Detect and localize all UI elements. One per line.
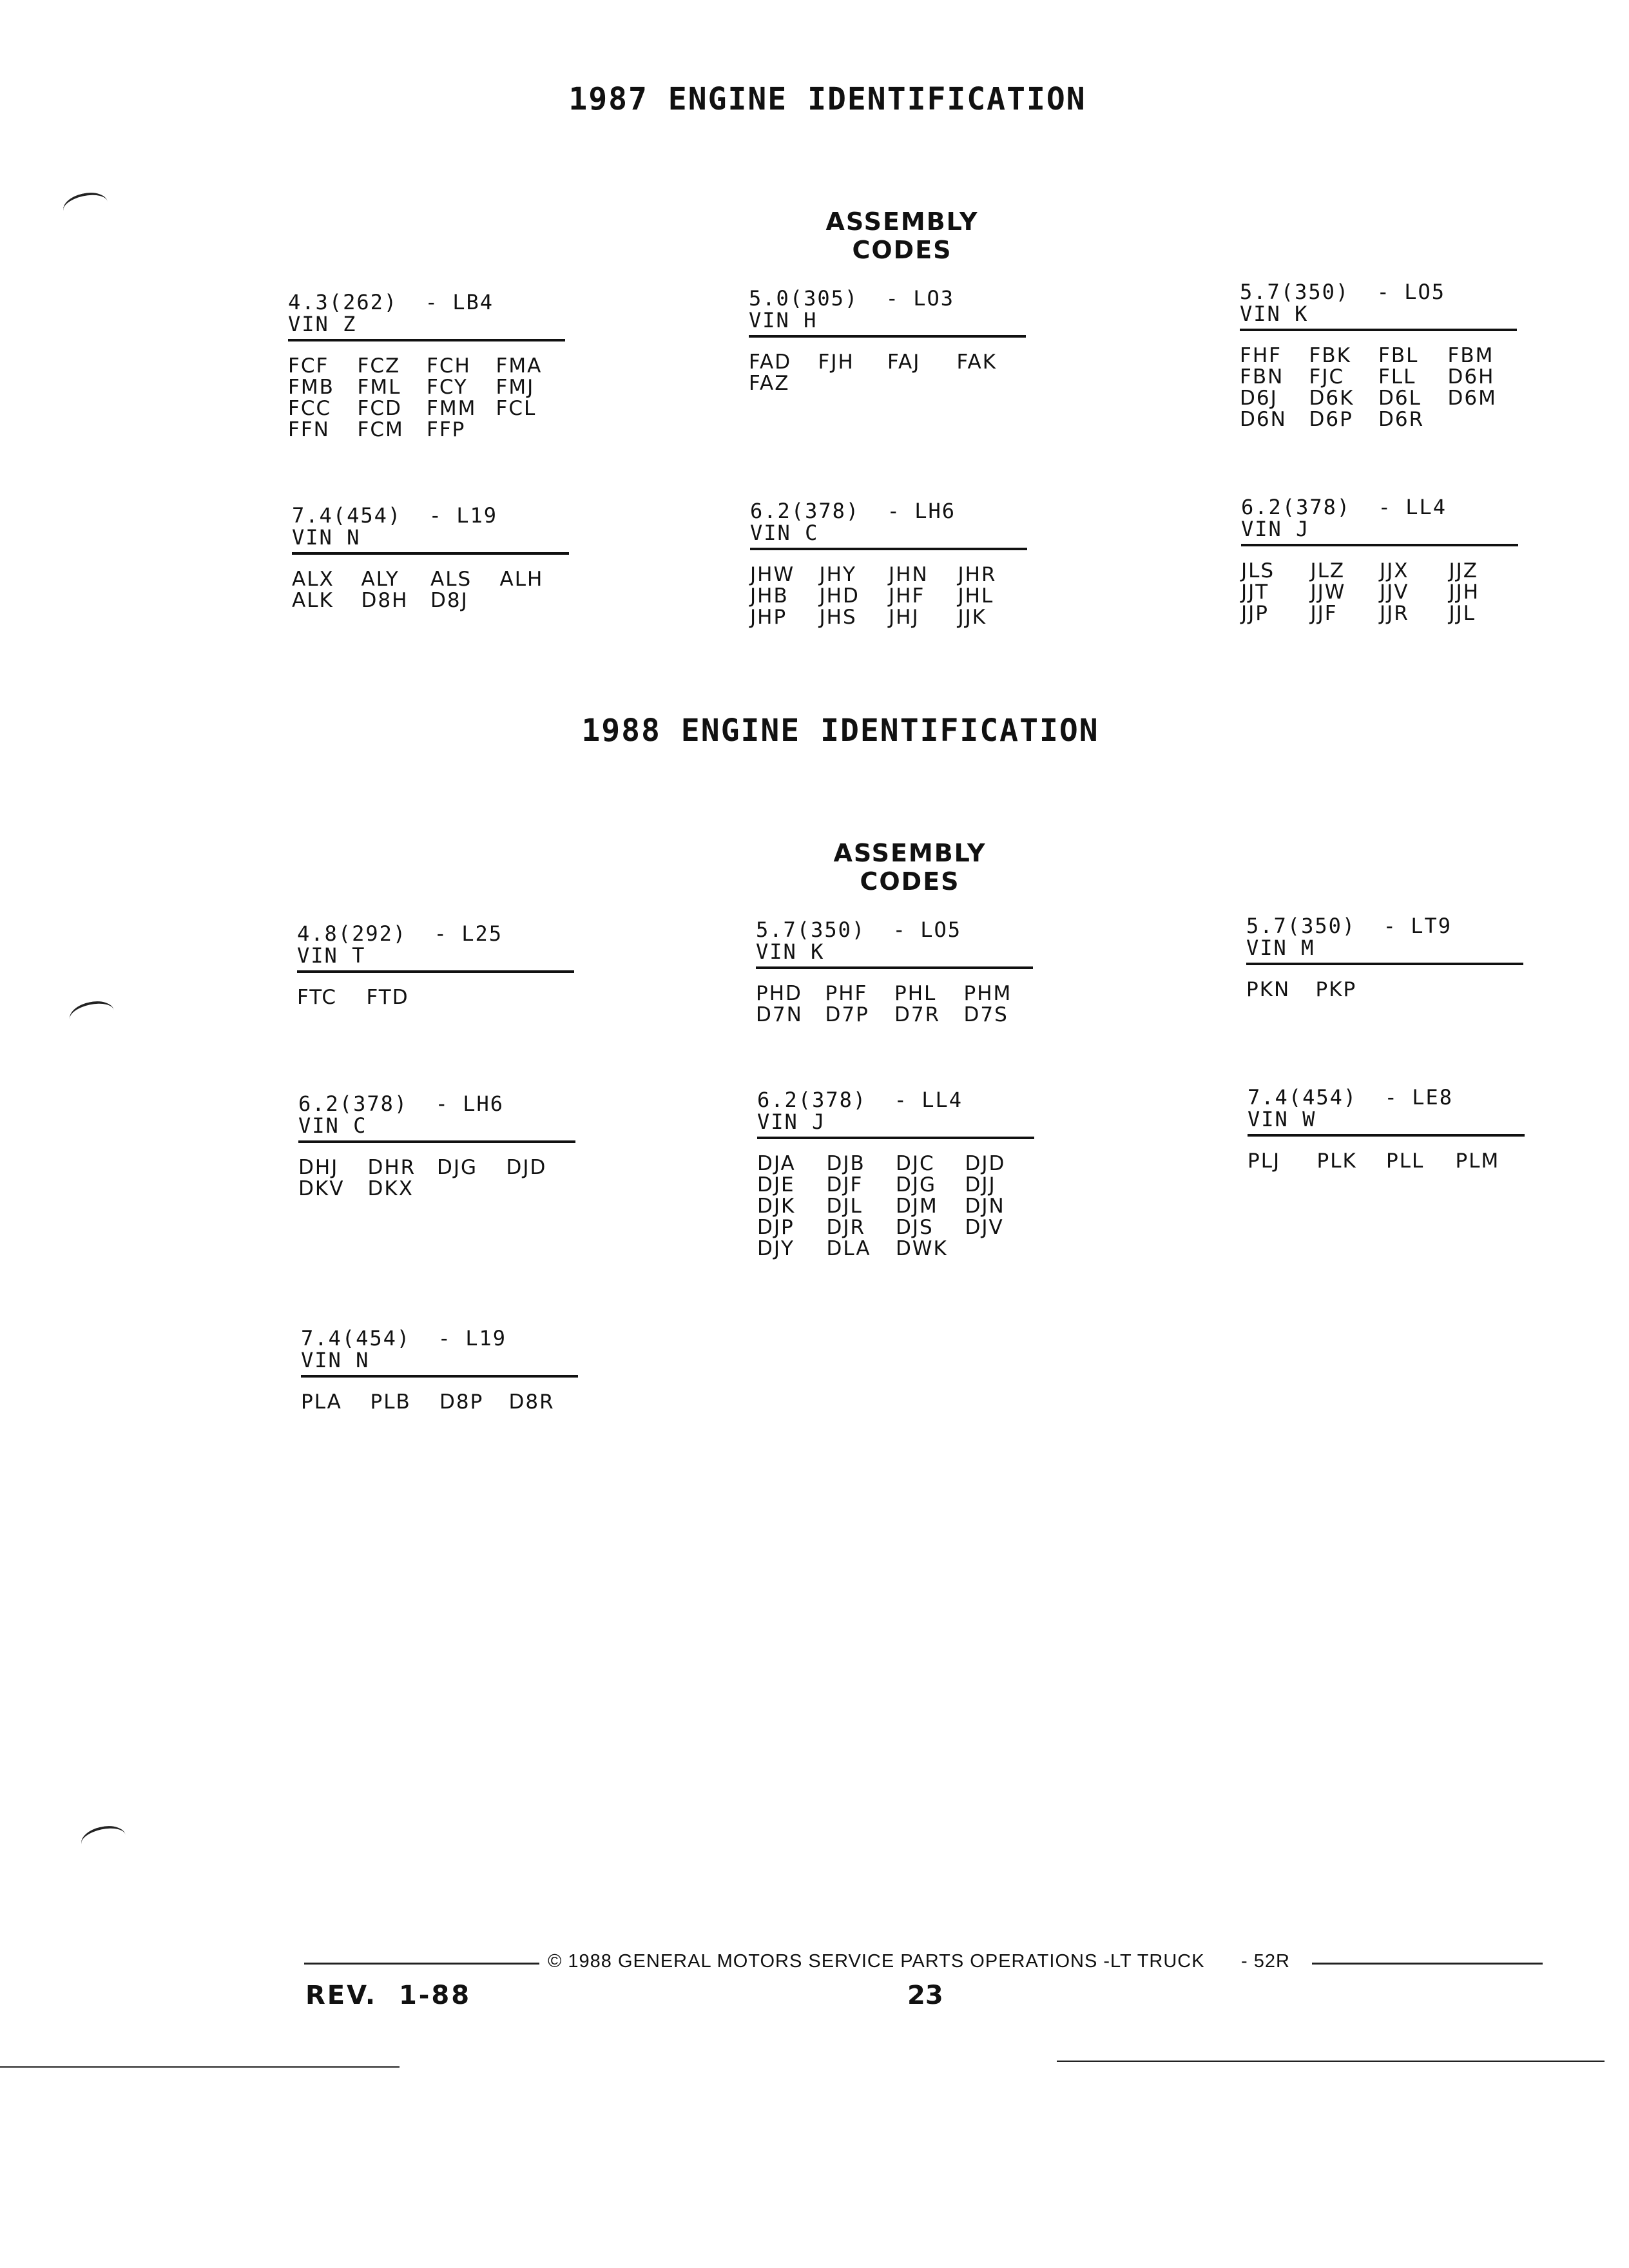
section-1988-subtitle: ASSEMBLY CODES (833, 839, 987, 896)
assembly-code: FBM (1447, 344, 1494, 367)
code-list (292, 569, 569, 611)
assembly-code: D6P (1309, 408, 1353, 431)
assembly-code: DHR (367, 1156, 416, 1179)
assembly-code: JJW (1310, 581, 1346, 604)
assembly-code: DHJ (298, 1156, 339, 1179)
assembly-code: DJY (757, 1237, 795, 1260)
assembly-code: JJH (1449, 581, 1480, 604)
assembly-code: PHD (756, 982, 802, 1005)
engine-block-1988-4 (757, 1089, 1034, 1260)
assembly-code: FBL (1378, 344, 1419, 367)
assembly-code: FTD (366, 986, 409, 1009)
assembly-code: JJT (1241, 581, 1269, 604)
assembly-code: FCY (427, 376, 468, 399)
assembly-code: D6L (1378, 387, 1422, 410)
engine-spec: 4.3(262) - LB4 (288, 290, 494, 314)
assembly-code: JHS (819, 606, 857, 629)
engine-vin: VIN Z (288, 312, 357, 336)
engine-vin: VIN N (301, 1348, 370, 1372)
footer-rule-right (1312, 1963, 1543, 1965)
assembly-code: JJL (1449, 602, 1476, 625)
assembly-code: JJZ (1449, 559, 1479, 582)
assembly-code: JHD (819, 584, 860, 608)
assembly-code: FBN (1240, 365, 1284, 389)
engine-vin: VIN K (1240, 302, 1309, 326)
engine-vin: VIN M (1246, 936, 1315, 960)
code-list (749, 352, 1026, 394)
assembly-code: DJC (896, 1152, 935, 1175)
assembly-code: D6R (1378, 408, 1425, 431)
assembly-code: PLM (1455, 1149, 1500, 1173)
assembly-code: JJK (958, 606, 987, 629)
section-1987-subtitle: ASSEMBLY CODES (825, 207, 979, 264)
footer-code: - 52R (1241, 1951, 1290, 1972)
assembly-code: D6H (1447, 365, 1495, 389)
engine-spec: 7.4(454) - LE8 (1248, 1085, 1453, 1110)
assembly-code: JHB (750, 584, 789, 608)
engine-spec: 5.7(350) - LT9 (1246, 914, 1452, 938)
assembly-code: PLK (1316, 1149, 1357, 1173)
divider (757, 1137, 1034, 1139)
assembly-code: ALS (430, 568, 472, 591)
engine-vin: VIN C (750, 521, 819, 545)
engine-vin: VIN W (1248, 1107, 1316, 1131)
assembly-code: ALK (292, 589, 334, 612)
footer-rule-left (304, 1963, 539, 1965)
assembly-code: D7N (756, 1003, 803, 1026)
engine-block-1988-6 (301, 1327, 578, 1413)
assembly-code: DJR (826, 1216, 866, 1239)
assembly-code: JHF (889, 584, 925, 608)
assembly-code: PLL (1386, 1149, 1425, 1173)
assembly-code: FJH (818, 351, 854, 374)
assembly-code: FMM (427, 397, 477, 420)
assembly-code: DJG (437, 1156, 478, 1179)
assembly-code: DJD (506, 1156, 547, 1179)
revision-label: REV. 1-88 (305, 1981, 472, 2010)
assembly-code: DJJ (965, 1173, 996, 1196)
engine-spec: 7.4(454) - L19 (292, 503, 497, 528)
assembly-code: FMB (288, 376, 334, 399)
assembly-code: FFN (288, 418, 330, 441)
engine-block-1988-0 (297, 923, 574, 1008)
assembly-code: FAK (956, 351, 998, 374)
assembly-code: JJV (1380, 581, 1409, 604)
engine-spec: 5.7(350) - LO5 (756, 918, 961, 942)
assembly-code: JHY (819, 563, 856, 586)
assembly-code: D6N (1240, 408, 1287, 431)
assembly-code: DJG (896, 1173, 937, 1196)
assembly-code: JJP (1241, 602, 1269, 625)
assembly-code: PKP (1315, 978, 1357, 1001)
engine-vin: VIN C (298, 1113, 367, 1138)
assembly-code: DJA (757, 1152, 796, 1175)
engine-block-1987-0 (288, 291, 565, 441)
engine-block-1987-5 (1241, 496, 1518, 624)
assembly-code: FBK (1309, 344, 1351, 367)
assembly-code: ALX (292, 568, 334, 591)
assembly-code: ALY (361, 568, 400, 591)
scan-mark-middle (67, 997, 117, 1035)
engine-spec: 4.8(292) - L25 (297, 921, 503, 946)
assembly-code: DJB (826, 1152, 865, 1175)
assembly-code: DJK (757, 1195, 796, 1218)
assembly-code: DJE (757, 1173, 795, 1196)
assembly-code: D8J (430, 589, 468, 612)
assembly-code: FAZ (749, 372, 790, 395)
assembly-code: DJM (896, 1195, 938, 1218)
engine-vin: VIN T (297, 943, 366, 968)
code-list (298, 1157, 575, 1200)
page-number: 23 (907, 1981, 943, 2010)
assembly-code: FCZ (357, 354, 401, 378)
assembly-code: DJP (757, 1216, 795, 1239)
engine-spec: 6.2(378) - LH6 (750, 499, 956, 523)
assembly-code: FCF (288, 354, 329, 378)
engine-spec: 6.2(378) - LL4 (1241, 495, 1447, 519)
assembly-code: FLL (1378, 365, 1416, 389)
divider (1241, 544, 1518, 546)
divider (297, 970, 574, 973)
assembly-code: D6J (1240, 387, 1278, 410)
engine-block-1987-1 (749, 287, 1026, 394)
assembly-code: FAD (749, 351, 792, 374)
engine-spec: 5.7(350) - LO5 (1240, 280, 1445, 304)
engine-block-1988-2 (1246, 915, 1523, 1001)
assembly-code: D8R (508, 1390, 555, 1414)
assembly-code: JJX (1380, 559, 1409, 582)
assembly-code: PKN (1246, 978, 1291, 1001)
assembly-code: DJL (826, 1195, 863, 1218)
assembly-code: FAJ (887, 351, 921, 374)
divider (301, 1375, 578, 1378)
assembly-code: DKV (298, 1177, 345, 1200)
assembly-code: JJR (1380, 602, 1409, 625)
divider (292, 552, 569, 555)
engine-block-1987-4 (750, 500, 1027, 628)
engine-vin: VIN J (1241, 517, 1310, 541)
assembly-code: DKX (367, 1177, 414, 1200)
scan-mark-top (61, 189, 111, 226)
code-list (297, 987, 574, 1008)
code-list (1246, 979, 1523, 1001)
assembly-code: JHP (750, 606, 787, 629)
engine-block-1988-5 (1248, 1086, 1525, 1172)
assembly-code: DLA (826, 1237, 871, 1260)
assembly-code: FJC (1309, 365, 1345, 389)
assembly-code: D8H (361, 589, 409, 612)
code-list (1241, 561, 1518, 624)
assembly-code: DWK (896, 1237, 948, 1260)
code-list (750, 564, 1027, 628)
assembly-code: JLZ (1310, 559, 1345, 582)
assembly-code: FMJ (496, 376, 535, 399)
assembly-code: JJF (1310, 602, 1338, 625)
code-list (1248, 1151, 1525, 1172)
section-1987-title: 1987 ENGINE IDENTIFICATION (568, 81, 1086, 117)
section-1988-title: 1988 ENGINE IDENTIFICATION (581, 713, 1099, 749)
engine-block-1987-2 (1240, 281, 1517, 430)
code-list (301, 1392, 578, 1413)
assembly-code: PLJ (1248, 1149, 1281, 1173)
divider (1240, 329, 1517, 331)
engine-spec: 6.2(378) - LH6 (298, 1091, 504, 1116)
engine-vin: VIN N (292, 525, 361, 550)
assembly-code: FCH (427, 354, 471, 378)
assembly-code: JHR (958, 563, 997, 586)
assembly-code: DJS (896, 1216, 934, 1239)
assembly-code: PLA (301, 1390, 342, 1414)
engine-block-1988-3 (298, 1093, 575, 1200)
assembly-code: JHN (889, 563, 929, 586)
assembly-code: PHM (963, 982, 1012, 1005)
engine-spec: 5.0(305) - LO3 (749, 286, 954, 311)
divider (756, 966, 1033, 969)
engine-vin: VIN H (749, 308, 818, 332)
divider (298, 1140, 575, 1143)
engine-vin: VIN J (757, 1110, 826, 1134)
divider (750, 548, 1027, 550)
assembly-code: JHL (958, 584, 994, 608)
assembly-code: FML (357, 376, 401, 399)
code-list (288, 356, 565, 441)
assembly-code: JHW (750, 563, 795, 586)
divider (288, 339, 565, 341)
scan-mark-bottom (79, 1822, 129, 1860)
assembly-code: FCD (357, 397, 402, 420)
footer-copyright: © 1988 GENERAL MOTORS SERVICE PARTS OPERATIONS -LT TRUCK (548, 1951, 1205, 1972)
engine-block-1988-1 (756, 919, 1033, 1026)
assembly-code: JLS (1241, 559, 1275, 582)
engine-spec: 7.4(454) - L19 (301, 1326, 506, 1350)
assembly-code: FTC (297, 986, 338, 1009)
engine-vin: VIN K (756, 939, 825, 964)
assembly-code: JHJ (889, 606, 920, 629)
engine-spec: 6.2(378) - LL4 (757, 1088, 963, 1112)
assembly-code: DJF (826, 1173, 863, 1196)
assembly-code: D7S (963, 1003, 1008, 1026)
assembly-code: D6M (1447, 387, 1497, 410)
scan-edge-line-left (0, 2066, 400, 2068)
assembly-code: ALH (499, 568, 544, 591)
assembly-code: FCM (357, 418, 404, 441)
assembly-code: FCL (496, 397, 537, 420)
engine-block-1987-3 (292, 505, 569, 611)
assembly-code: PHF (825, 982, 868, 1005)
assembly-code: FHF (1240, 344, 1282, 367)
assembly-code: D8P (439, 1390, 484, 1414)
assembly-code: D6K (1309, 387, 1354, 410)
code-list (756, 983, 1033, 1026)
assembly-code: DJD (965, 1152, 1006, 1175)
assembly-code: FMA (496, 354, 543, 378)
assembly-code: D7R (894, 1003, 941, 1026)
scan-edge-line-right (1057, 2061, 1605, 2062)
assembly-code: DJN (965, 1195, 1005, 1218)
assembly-code: PHL (894, 982, 937, 1005)
divider (1248, 1134, 1525, 1137)
divider (1246, 963, 1523, 965)
assembly-code: D7P (825, 1003, 869, 1026)
code-list (757, 1153, 1034, 1260)
assembly-code: DJV (965, 1216, 1004, 1239)
divider (749, 335, 1026, 338)
assembly-code: FFP (427, 418, 466, 441)
code-list (1240, 345, 1517, 430)
assembly-code: PLB (370, 1390, 411, 1414)
assembly-code: FCC (288, 397, 332, 420)
